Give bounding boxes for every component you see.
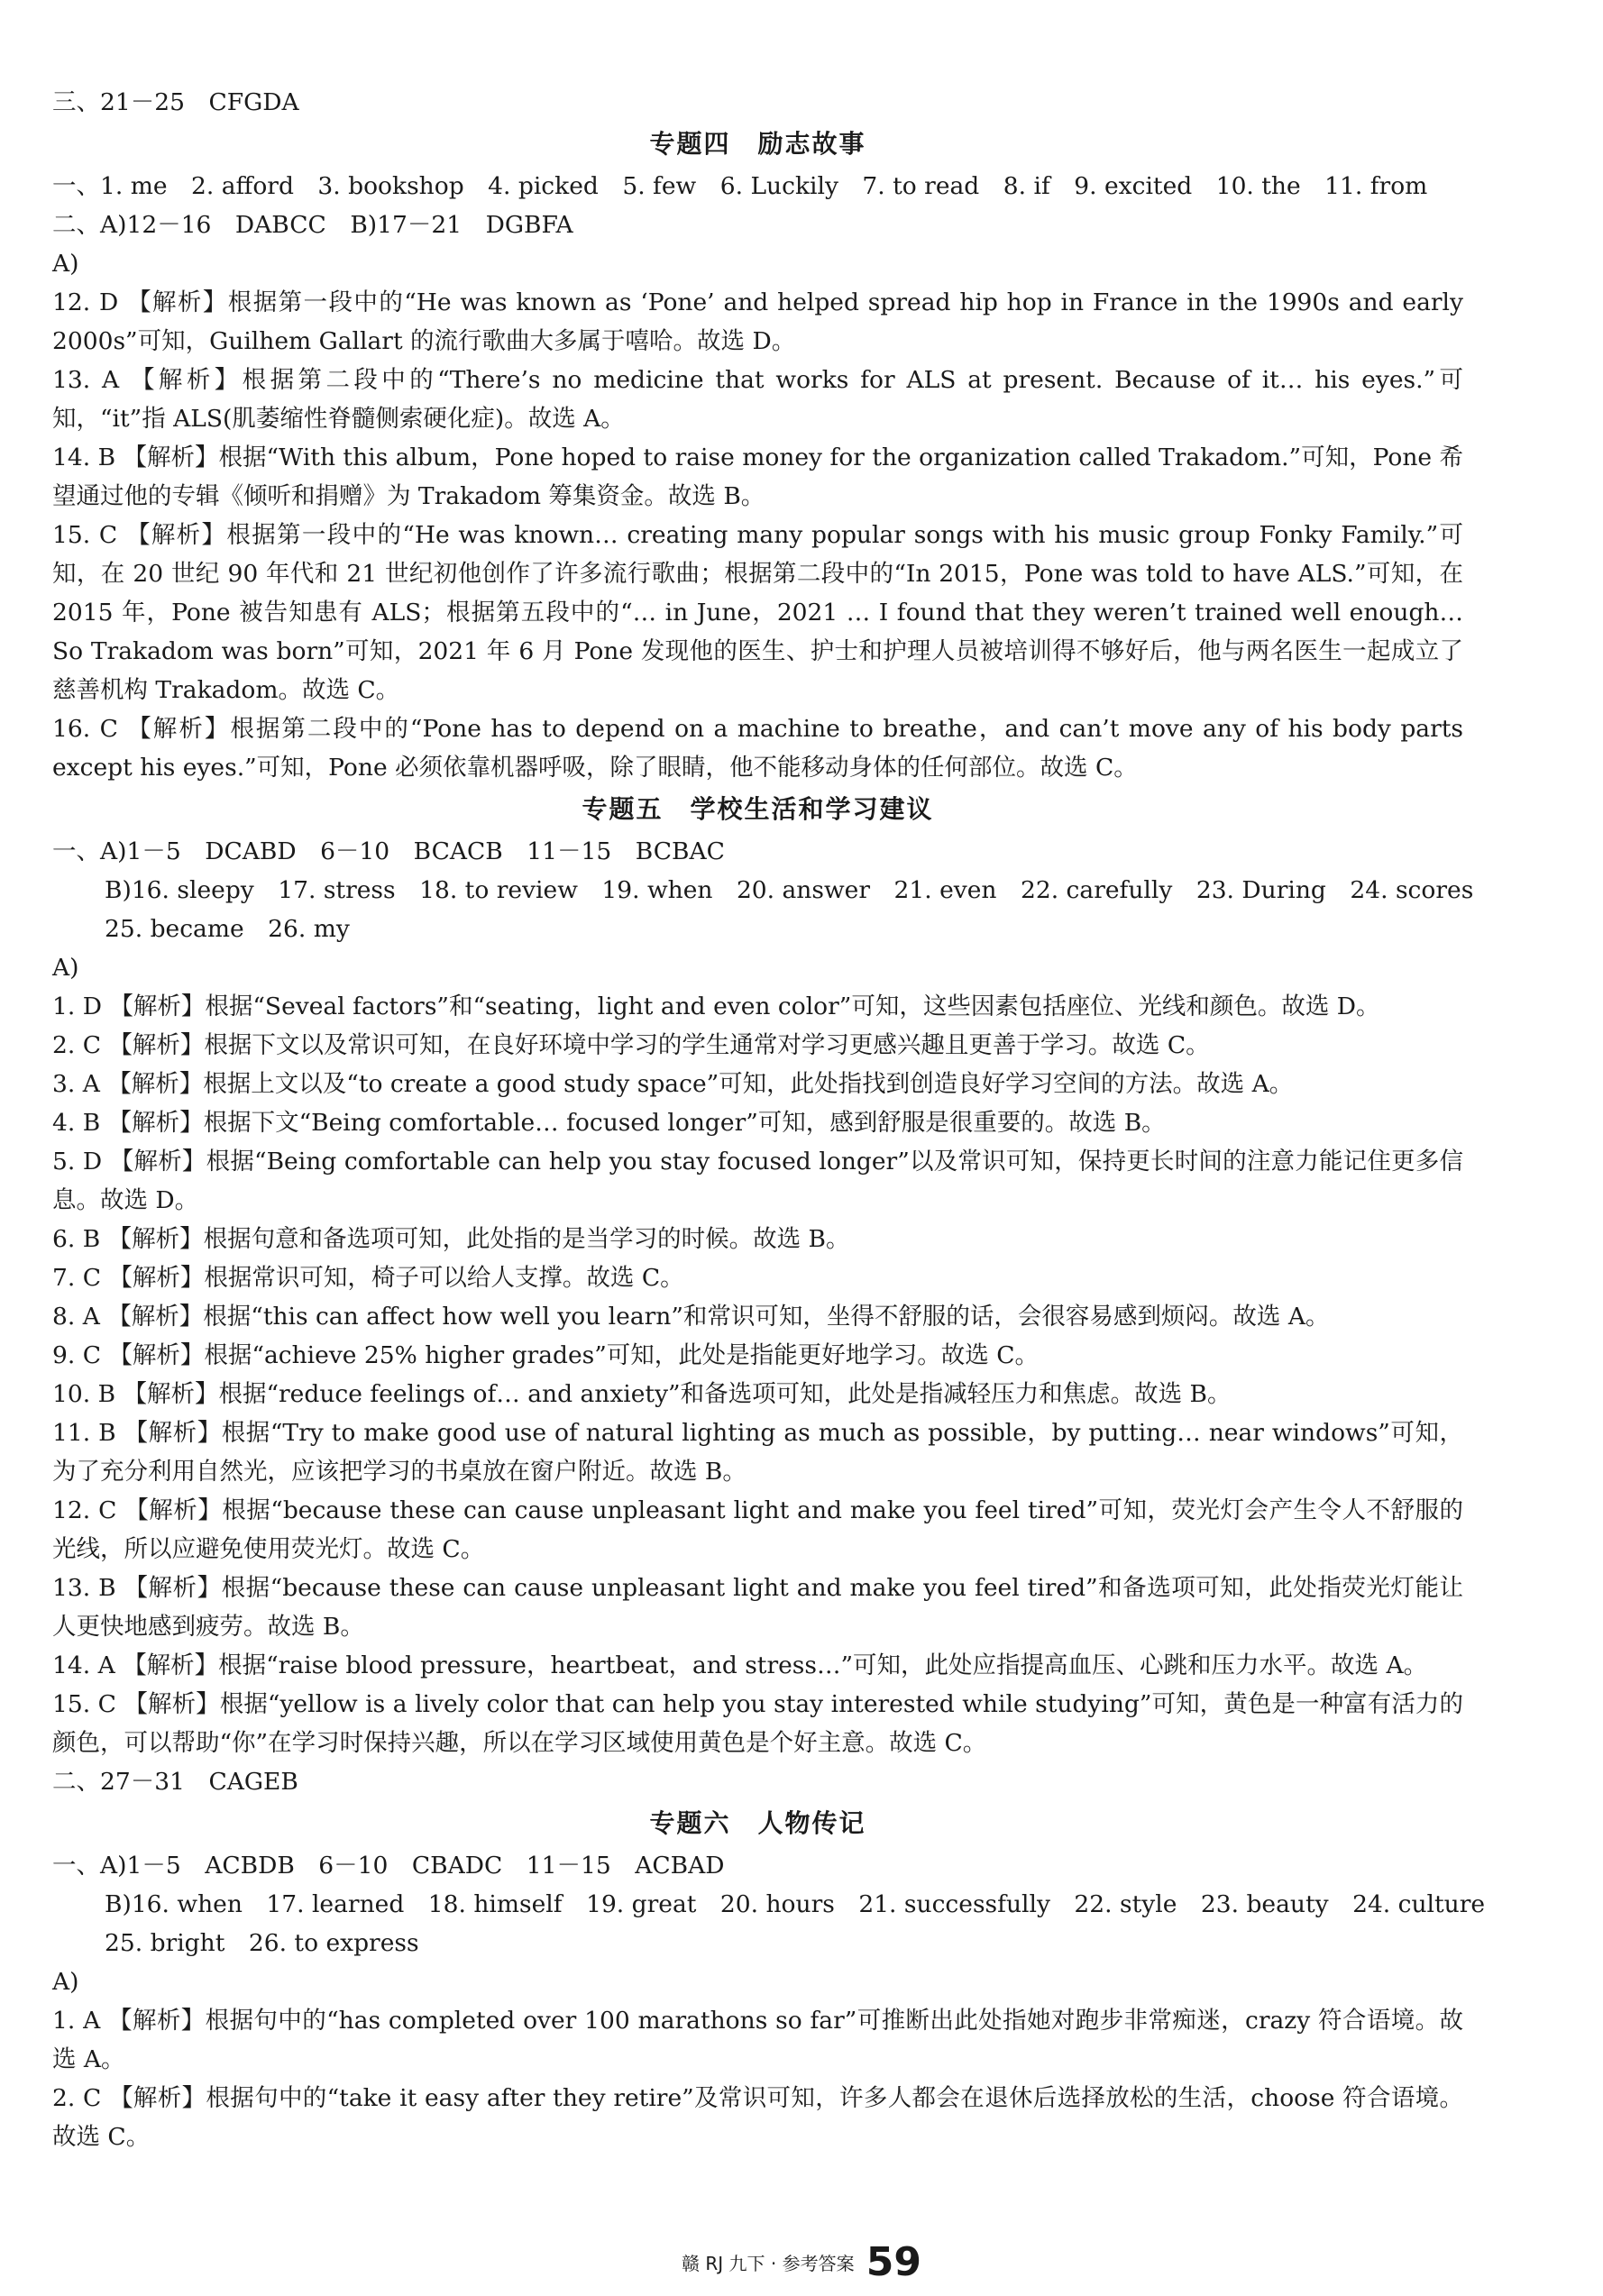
t5-explanation-13: 13. B 【解析】根据“because these can cause unpleasant light and make you feel tired”和备选项可知，此处指荧光灯能让人更快地感到疲劳。故选 B。: [52, 1574, 1463, 1641]
t6-explanation-1: 1. A 【解析】根据句中的“has completed over 100 marathons so far”可推断出此处指她对跑步非常痴迷，crazy 符合语境。故选 A。: [52, 2007, 1463, 2073]
topic6-a-label: A): [52, 1968, 79, 1996]
page-number: 59: [866, 2239, 921, 2285]
topic5-b-answers-cont: 25. became 26. my: [105, 915, 350, 943]
t5-explanation-1: 1. D 【解析】根据“Seveal factors”和“seating，light and even color”可知，这些因素包括座位、光线和颜色。故选 D。: [52, 992, 1380, 1020]
t5-explanation-7: 7. C 【解析】根据常识可知，椅子可以给人支撑。故选 C。: [52, 1264, 684, 1292]
topic-six-heading: 专题六 人物传记: [649, 1808, 866, 1838]
t5-explanation-9: 9. C 【解析】根据“achieve 25% higher grades”可知，此处是指能更好地学习。故选 C。: [52, 1341, 1039, 1369]
t5-explanation-15: 15. C 【解析】根据“yellow is a lively color that can help you stay interested while studying”可知，黄色是一种富有活力的颜色，可以帮助“你”在学习时保持兴趣，所以在学习区域使用黄色是个好主意。故选 C。: [52, 1690, 1463, 1757]
explanation-13: 13. A 【解析】根据第二段中的“There’s no medicine that works for ALS at present. Because of it… his eyes.”可知，“it”指 ALS(肌萎缩性脊髓侧索硬化症)。故选 A。: [52, 366, 1463, 433]
t5-explanation-12: 12. C 【解析】根据“because these can cause unpleasant light and make you feel tired”可知，荧光灯会产生令人不舒服的光线，所以应避免使用荧光灯。故选 C。: [52, 1496, 1463, 1563]
topic4-part2-answers: 二、A)12－16 DABCC B)17－21 DGBFA: [52, 211, 573, 239]
topic5-a-label: A): [52, 954, 79, 982]
t5-explanation-14: 14. A 【解析】根据“raise blood pressure，heartbeat，and stress…”可知，此处应指提高血压、心跳和压力水平。故选 A。: [52, 1651, 1428, 1679]
page-footer: [0, 2239, 1603, 2285]
t5-explanation-2: 2. C 【解析】根据下文以及常识可知，在良好环境中学习的学生通常对学习更感兴趣且更善于学习。故选 C。: [52, 1031, 1210, 1059]
footer-label: 赣 RJ 九下 · 参考答案: [682, 2253, 855, 2274]
explanation-15: 15. C 【解析】根据第一段中的“He was known… creating many popular songs with his music group Fonky Family.”可知，在 20 世纪 90 年代和 21 世纪初他创作了许多流行歌曲；根据第二段中的“In 2015，Pone was told to have ALS.”可知，在 2015 年，Pone 被告知患有 ALS；根据第五段中的“… in June，2021 … I found that they weren’t trained well enough… So Trakadom was born”可知，2021 年 6 月 Pone 发现他的医生、护士和护理人员被培训得不够好后，他与两名医生一起成立了慈善机构 Trakadom。故选 C。: [52, 521, 1463, 704]
topic4-a-label: A): [52, 250, 79, 278]
explanation-12: 12. D 【解析】根据第一段中的“He was known as ‘Pone’ and helped spread hip hop in France in the 1990s and early 2000s”可知，Guilhem Gallart 的流行歌曲大多属于嘻哈。故选 D。: [52, 288, 1463, 355]
t5-explanation-8: 8. A 【解析】根据“this can affect how well you learn”和常识可知，坐得不舒服的话，会很容易感到烦闷。故选 A。: [52, 1303, 1330, 1331]
t5-explanation-3: 3. A 【解析】根据上文以及“to create a good study space”可知，此处指找到创造良好学习空间的方法。故选 A。: [52, 1070, 1294, 1098]
t5-explanation-5: 5. D 【解析】根据“Being comfortable can help you stay focused longer”以及常识可知，保持更长时间的注意力能记住更多信息。故选 D。: [52, 1148, 1463, 1214]
topic5-part2-answers: 二、27－31 CAGEB: [52, 1768, 298, 1796]
topic5-part1-answers: 一、A)1－5 DCABD 6－10 BCACB 11－15 BCBAC: [52, 837, 725, 865]
topic5-b-answers: B)16. sleepy 17. stress 18. to review 19. when 20. answer 21. even 22. carefully 23. During 24. scores: [105, 876, 1474, 904]
explanation-14: 14. B 【解析】根据“With this album，Pone hoped to raise money for the organization called Trakadom.”可知，Pone 希望通过他的专辑《倾听和捐赠》为 Trakadom 筹集资金。故选 B。: [52, 444, 1463, 510]
topic4-part1-answers: 一、1. me 2. afford 3. bookshop 4. picked 5. few 6. Luckily 7. to read 8. if 9. excited 10. the 11. from: [52, 172, 1428, 200]
topic6-part1-answers: 一、A)1－5 ACBDB 6－10 CBADC 11－15 ACBAD: [52, 1852, 725, 1880]
section-three-answers: 三、21－25 CFGDA: [52, 88, 299, 116]
explanation-16: 16. C 【解析】根据第二段中的“Pone has to depend on a machine to breathe，and can’t move any of his body parts except his eyes.”可知，Pone 必须依靠机器呼吸，除了眼睛，他不能移动身体的任何部位。故选 C。: [52, 715, 1463, 782]
topic6-b-answers: B)16. when 17. learned 18. himself 19. great 20. hours 21. successfully 22. style 23. beauty 24. culture: [105, 1890, 1486, 1918]
topic-five-heading: 专题五 学校生活和学习建议: [582, 794, 934, 824]
t5-explanation-4: 4. B 【解析】根据下文“Being comfortable… focused longer”可知，感到舒服是很重要的。故选 B。: [52, 1109, 1166, 1137]
t6-explanation-2: 2. C 【解析】根据句中的“take it easy after they retire”及常识可知，许多人都会在退休后选择放松的生活，choose 符合语境。故选 C。: [52, 2084, 1463, 2151]
t5-explanation-11: 11. B 【解析】根据“Try to make good use of natural lighting as much as possible，by putting… near windows”可知，为了充分利用自然光，应该把学习的书桌放在窗户附近。故选 B。: [52, 1419, 1463, 1486]
topic6-b-answers-cont: 25. bright 26. to express: [105, 1929, 419, 1957]
topic-four-heading: 专题四 励志故事: [649, 129, 866, 159]
t5-explanation-6: 6. B 【解析】根据句意和备选项可知，此处指的是当学习的时候。故选 B。: [52, 1225, 850, 1253]
t5-explanation-10: 10. B 【解析】根据“reduce feelings of… and anxiety”和备选项可知，此处是指减轻压力和焦虑。故选 B。: [52, 1380, 1232, 1408]
